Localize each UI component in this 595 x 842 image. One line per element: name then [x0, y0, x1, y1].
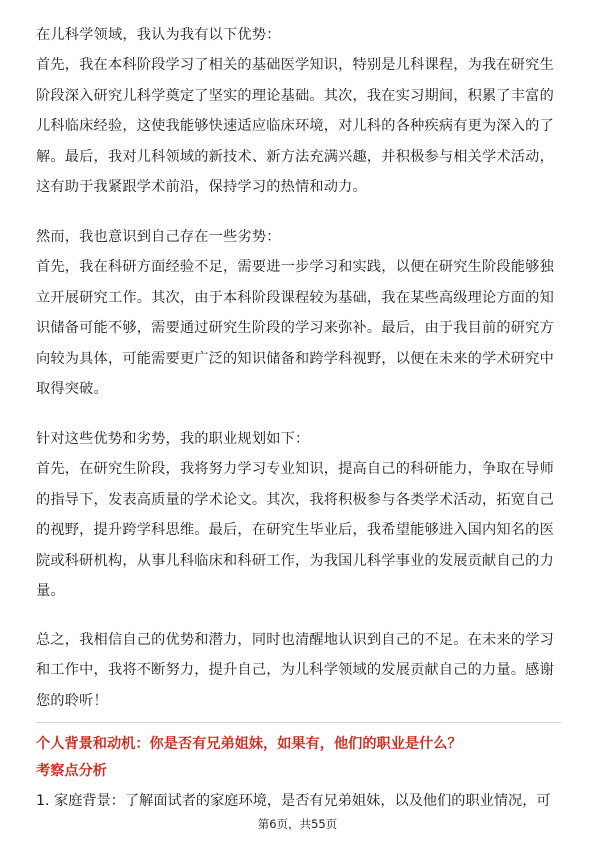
paragraph-line: 解。最后，我对儿科领域的新技术、新方法充满兴趣，并积极参与相关学术活动， — [36, 148, 554, 165]
paragraph-line: 量。 — [36, 583, 65, 600]
page-number: 第6页，共55页 — [257, 817, 338, 831]
paragraph-line: 的指导下，发表高质量的学术论文。其次，我将积极参与各类学术活动，拓宽自己 — [36, 491, 554, 508]
disadvantages-section — [36, 222, 561, 404]
question-heading: 个人背景和动机：你是否有兄弟姐妹，如果有，他们的职业是什么？ — [36, 736, 462, 752]
paragraph-line: 总之，我相信自己的优势和潜力，同时也清醒地认识到自己的不足。在未来的学习 — [36, 632, 554, 648]
advantages-intro: 在儿科学领域，我认为我有以下优势： — [36, 27, 281, 43]
paragraph-line: 和工作中，我将不断努力，提升自己，为儿科学领域的发展贡献自己的力量。感谢 — [36, 662, 554, 679]
disadvantages-intro: 然而，我也意识到自己存在一些劣势： — [36, 229, 281, 245]
paragraph-line: 儿科临床经验，这使我能够快速适应临床环境，对儿科的各种疾病有更为深入的了 — [36, 118, 554, 135]
paragraph-line: 取得突破。 — [36, 381, 108, 398]
paragraph-line: 阶段深入研究儿科学奠定了坚实的理论基础。其次，我在实习期间，积累了丰富的 — [36, 87, 554, 104]
analysis-heading: 考察点分析 — [36, 763, 107, 779]
paragraph-line: 这有助于我紧跟学术前沿，保持学习的热情和动力。 — [36, 179, 367, 196]
paragraph-line: 立开展研究工作。其次，由于本科阶段课程较为基础，我在某些高级理论方面的知 — [36, 289, 554, 306]
paragraph-line: 的视野，提升跨学科思维。最后，在研究生毕业后，我希望能够进入国内知名的医 — [36, 522, 554, 539]
paragraph-line: 您的聆听！ — [36, 692, 108, 709]
paragraph-line: 首先，我在本科阶段学习了相关的基础医学知识，特别是儿科课程，为我在研究生 — [36, 57, 554, 74]
paragraph-line: 首先，在研究生阶段，我将努力学习专业知识，提高自己的科研能力，争取在导师 — [36, 461, 554, 478]
section-divider — [36, 722, 561, 723]
paragraph-line: 首先，我在科研方面经验不足，需要进一步学习和实践，以便在研究生阶段能够独 — [36, 259, 554, 276]
conclusion-section — [36, 625, 561, 716]
career-plan-intro: 针对这些优势和劣势，我的职业规划如下： — [36, 431, 310, 447]
paragraph-line: 向较为具体，可能需要更广泛的知识储备和跨学科视野，以便在未来的学术研究中 — [36, 350, 554, 367]
advantages-section — [36, 20, 561, 202]
career-plan-section — [36, 424, 561, 606]
paragraph-line: 院或科研机构，从事儿科临床和科研工作，为我国儿科学事业的发展贡献自己的力 — [36, 552, 554, 569]
analysis-item: 1. 家庭背景：了解面试者的家庭环境，是否有兄弟姐妹，以及他们的职业情况，可 — [36, 793, 551, 809]
paragraph-line: 识储备可能不够，需要通过研究生阶段的学习来弥补。最后，由于我目前的研究方 — [36, 320, 554, 337]
